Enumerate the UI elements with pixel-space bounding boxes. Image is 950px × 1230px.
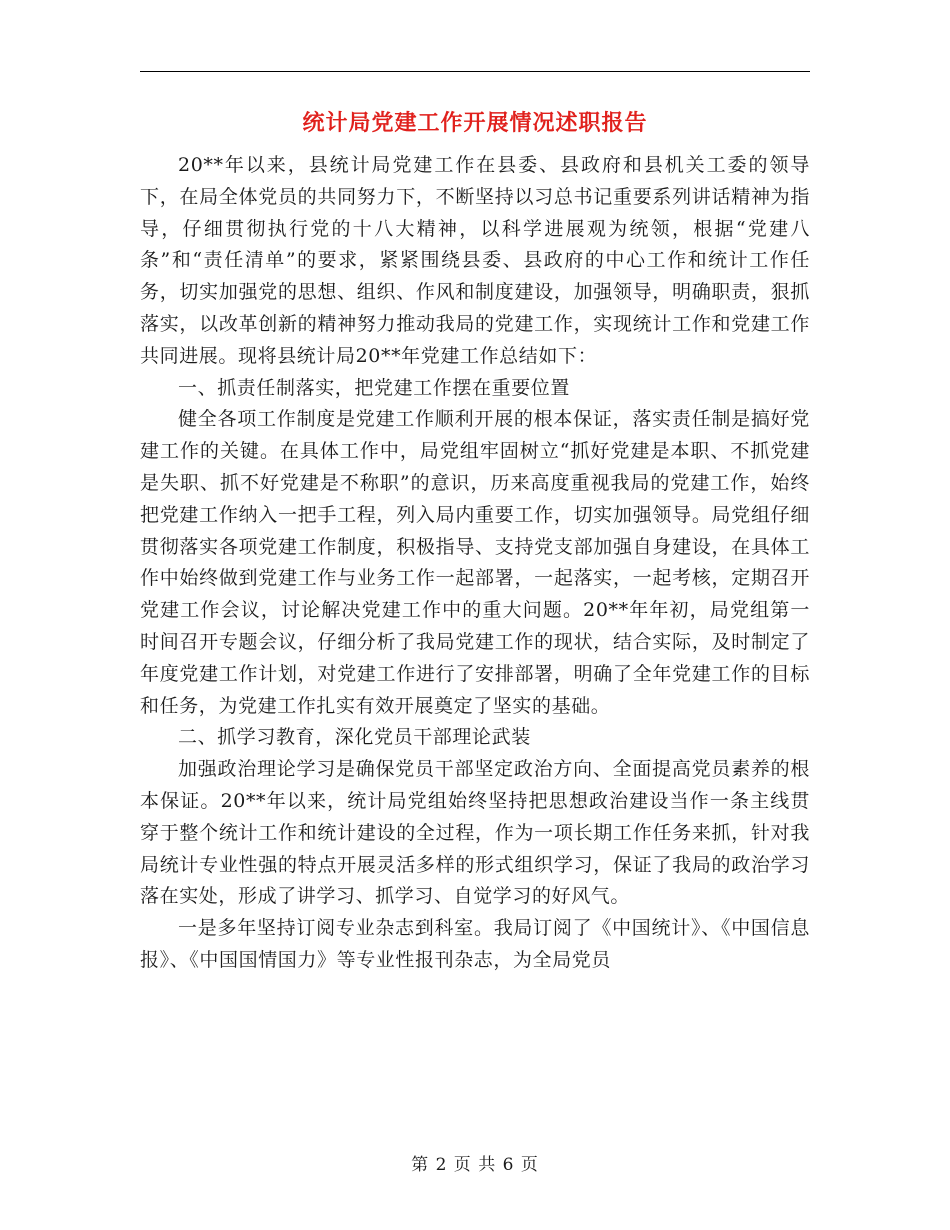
paragraph-section-1: 健全各项工作制度是党建工作顺利开展的根本保证，落实责任制是搞好党建工作的关键。在具体工作中，局党组牢固树立“抓好党建是本职、不抓党建是失职、抓不好党建是不称职”的意识，历来高度重视我局的党建工作，始终把党建工作纳入一把手工程，列入局内重要工作，切实加强领导。局党组仔细贯彻落实各项党建工作制度，积极指导、支持党支部加强自身建设，在具体工作中始终做到党建工作与业务工作一起部署，一起落实，一起考核，定期召开党建工作会议，讨论解决党建工作中的重大问题。20**年年初，局党组第一时间召开专题会议，仔细分析了我局党建工作的现状，结合实际，及时制定了年度党建工作计划，对党建工作进行了安排部署，明确了全年党建工作的目标和任务，为党建工作扎实有效开展奠定了坚实的基础。 bbox=[140, 408, 810, 717]
header-rule bbox=[140, 71, 810, 72]
paragraph-item-1: 一是多年坚持订阅专业杂志到科室。我局订阅了《中国统计》、《中国信息报》、《中国国情国力》等专业性报刊杂志，为全局党员 bbox=[140, 917, 810, 971]
document-title: 统计局党建工作开展情况述职报告 bbox=[302, 111, 648, 136]
section-heading-2: 二、抓学习教育，深化党员干部理论武装 bbox=[178, 726, 531, 749]
paragraph-section-2: 加强政治理论学习是确保党员干部坚定政治方向、全面提高党员素养的根本保证。20**年以来，统计局党组始终坚持把思想政治建设当作一条主线贯穿于整个统计工作和统计建设的全过程，作为一项长期工作任务来抓，针对我局统计专业性强的特点开展灵活多样的形式组织学习，保证了我局的政治学习落在实处，形成了讲学习、抓学习、自觉学习的好风气。 bbox=[140, 758, 810, 908]
paragraph-intro: 20**年以来，县统计局党建工作在县委、县政府和县机关工委的领导下，在局全体党员的共同努力下，不断坚持以习总书记重要系列讲话精神为指导，仔细贯彻执行党的十八大精神，以科学进展观为统领，根据“党建八条”和“责任清单”的要求，紧紧围绕县委、县政府的中心工作和统计工作任务，切实加强党的思想、组织、作风和制度建设，加强领导，明确职责，狠抓落实，以改革创新的精神努力推动我局的党建工作，实现统计工作和党建工作共同进展。现将县统计局20**年党建工作总结如下： bbox=[140, 154, 810, 367]
section-heading-1: 一、抓责任制落实，把党建工作摆在重要位置 bbox=[178, 376, 571, 399]
document-body bbox=[140, 150, 810, 977]
page-number: 第 2 页 共 6 页 bbox=[411, 1155, 539, 1175]
